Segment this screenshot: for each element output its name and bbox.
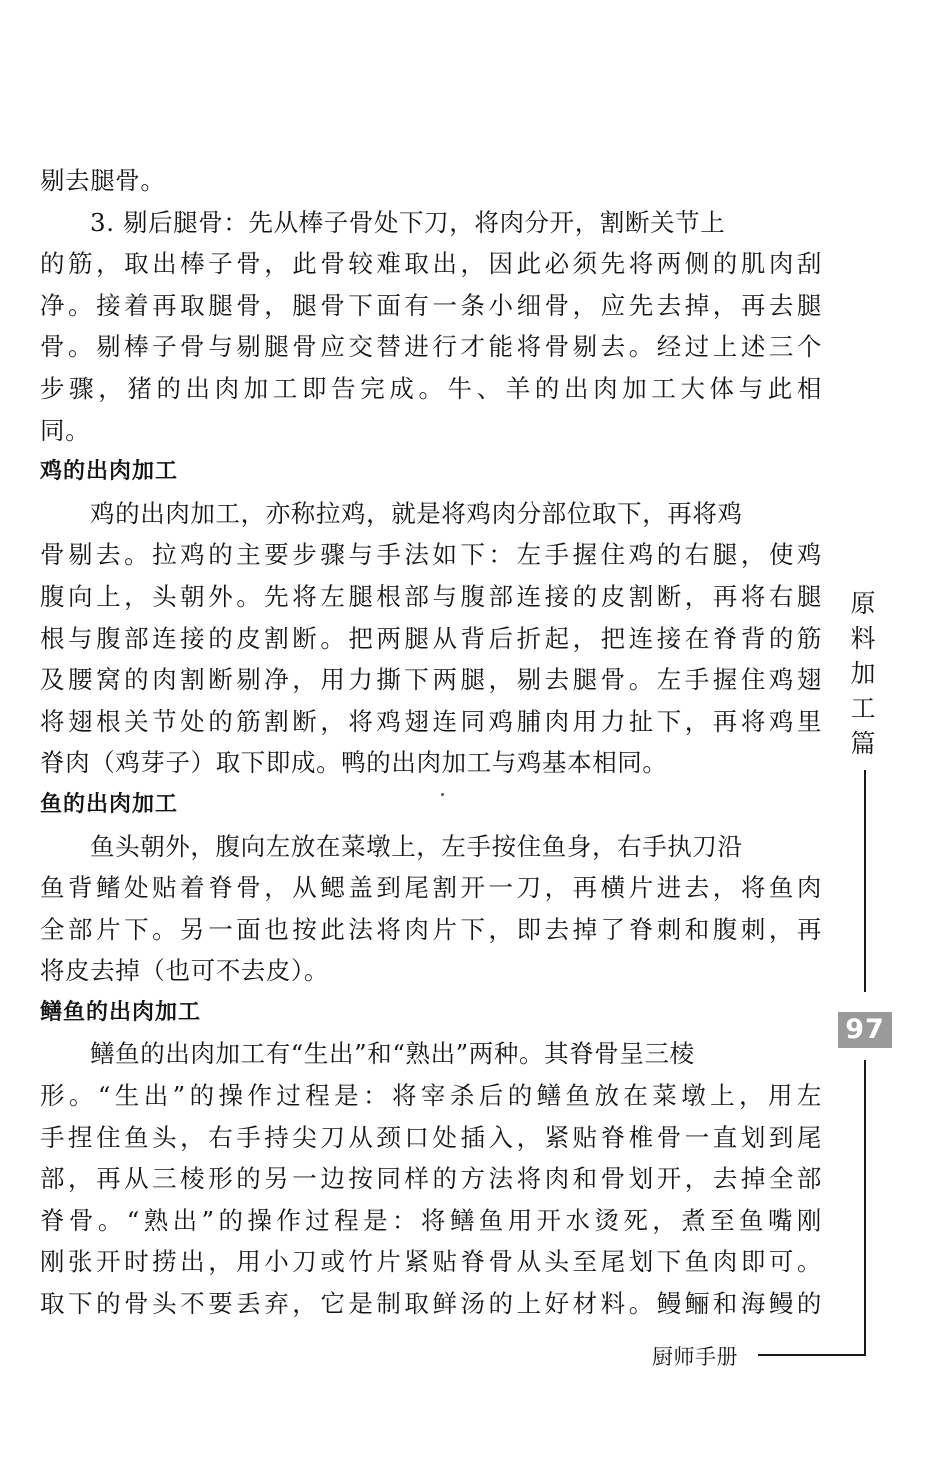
body-line: 的筋，取出棒子骨，此骨较难取出，因此必须先将两侧的肌肉刮 (40, 249, 822, 279)
side-title-char: 原 (850, 589, 876, 618)
side-title-char: 篇 (850, 729, 876, 758)
body-line: 全部片下。另一面也按此法将肉片下，即去掉了脊刺和腹刺，再 (40, 914, 822, 944)
body-line: 部，再从三棱形的另一边按同样的方法将肉和骨划开，去掉全部 (40, 1164, 822, 1194)
side-title-char: 工 (850, 694, 876, 723)
body-line: 取下的骨头不要丢弃，它是制取鲜汤的上好材料。鳗鲡和海鳗的 (40, 1289, 822, 1319)
section-heading: 鱼的出肉加工 (40, 791, 179, 817)
body-line: 鸡的出肉加工，亦称拉鸡，就是将鸡肉分部位取下，再将鸡 (90, 498, 743, 528)
side-title-char: 料 (850, 624, 876, 653)
body-line: 形。“生出”的操作过程是：将宰杀后的鳝鱼放在菜墩上，用左 (40, 1081, 822, 1111)
body-line: 净。接着再取腿骨，腿骨下面有一条小细骨，应先去掉，再去腿 (40, 290, 822, 320)
body-line: 根与腹部连接的皮割断。把两腿从背后折起，把连接在脊背的筋 (40, 623, 822, 653)
footer-book-title: 厨师手册 (652, 1345, 738, 1369)
body-line: 刚张开时捞出，用小刀或竹片紧贴脊骨从头至尾划下鱼肉即可。 (40, 1247, 822, 1277)
side-rule-lower (864, 1060, 866, 1355)
body-line: 步骤，猪的出肉加工即告完成。牛、羊的出肉加工大体与此相 (40, 373, 822, 403)
body-line: 脊肉（鸡芽子）取下即成。鸭的出肉加工与鸡基本相同。 (40, 748, 668, 778)
body-line: 及腰窝的肉割断剔净，用力撕下两腿，剔去腿骨。左手握住鸡翅 (40, 665, 822, 695)
footer-rule (758, 1354, 866, 1356)
side-section-title (848, 586, 878, 761)
side-title-char: 加 (850, 659, 876, 688)
body-line: 同。 (40, 415, 91, 445)
section-heading: 鳝鱼的出肉加工 (40, 999, 202, 1025)
body-line: 3. 剔后腿骨：先从棒子骨处下刀，将肉分开，割断关节上 (90, 207, 726, 237)
body-line: 将皮去掉（也可不去皮）。 (40, 956, 329, 986)
section-heading: 鸡的出肉加工 (40, 459, 179, 485)
scan-speck (441, 793, 444, 796)
page-number: 97 (838, 1012, 892, 1048)
body-line: 脊骨。“熟出”的操作过程是：将鳝鱼用开水烫死，煮至鱼嘴刚 (40, 1205, 822, 1235)
body-line: 剔去腿骨。 (40, 166, 166, 195)
side-rule-upper (864, 770, 866, 992)
body-line: 骨剔去。拉鸡的主要步骤与手法如下：左手握住鸡的右腿，使鸡 (40, 540, 822, 570)
body-line: 鱼头朝外，腹向左放在菜墩上，左手按住鱼身，右手执刀沿 (90, 831, 743, 861)
body-line: 将翅根关节处的筋割断，将鸡翅连同鸡脯肉用力扯下，再将鸡里 (40, 706, 822, 736)
body-line: 鱼背鳍处贴着脊骨，从鳃盖到尾割开一刀，再横片进去，将鱼肉 (40, 873, 822, 903)
body-line: 腹向上，头朝外。先将左腿根部与腹部连接的皮割断，再将右腿 (40, 581, 822, 611)
page-body (40, 160, 822, 1325)
body-line: 鳝鱼的出肉加工有“生出”和“熟出”两种。其脊骨呈三棱 (90, 1039, 695, 1069)
body-line: 骨。剔棒子骨与剔腿骨应交替进行才能将骨剔去。经过上述三个 (40, 332, 822, 362)
body-line: 手捏住鱼头，右手持尖刀从颈口处插入，紧贴脊椎骨一直划到尾 (40, 1122, 822, 1152)
